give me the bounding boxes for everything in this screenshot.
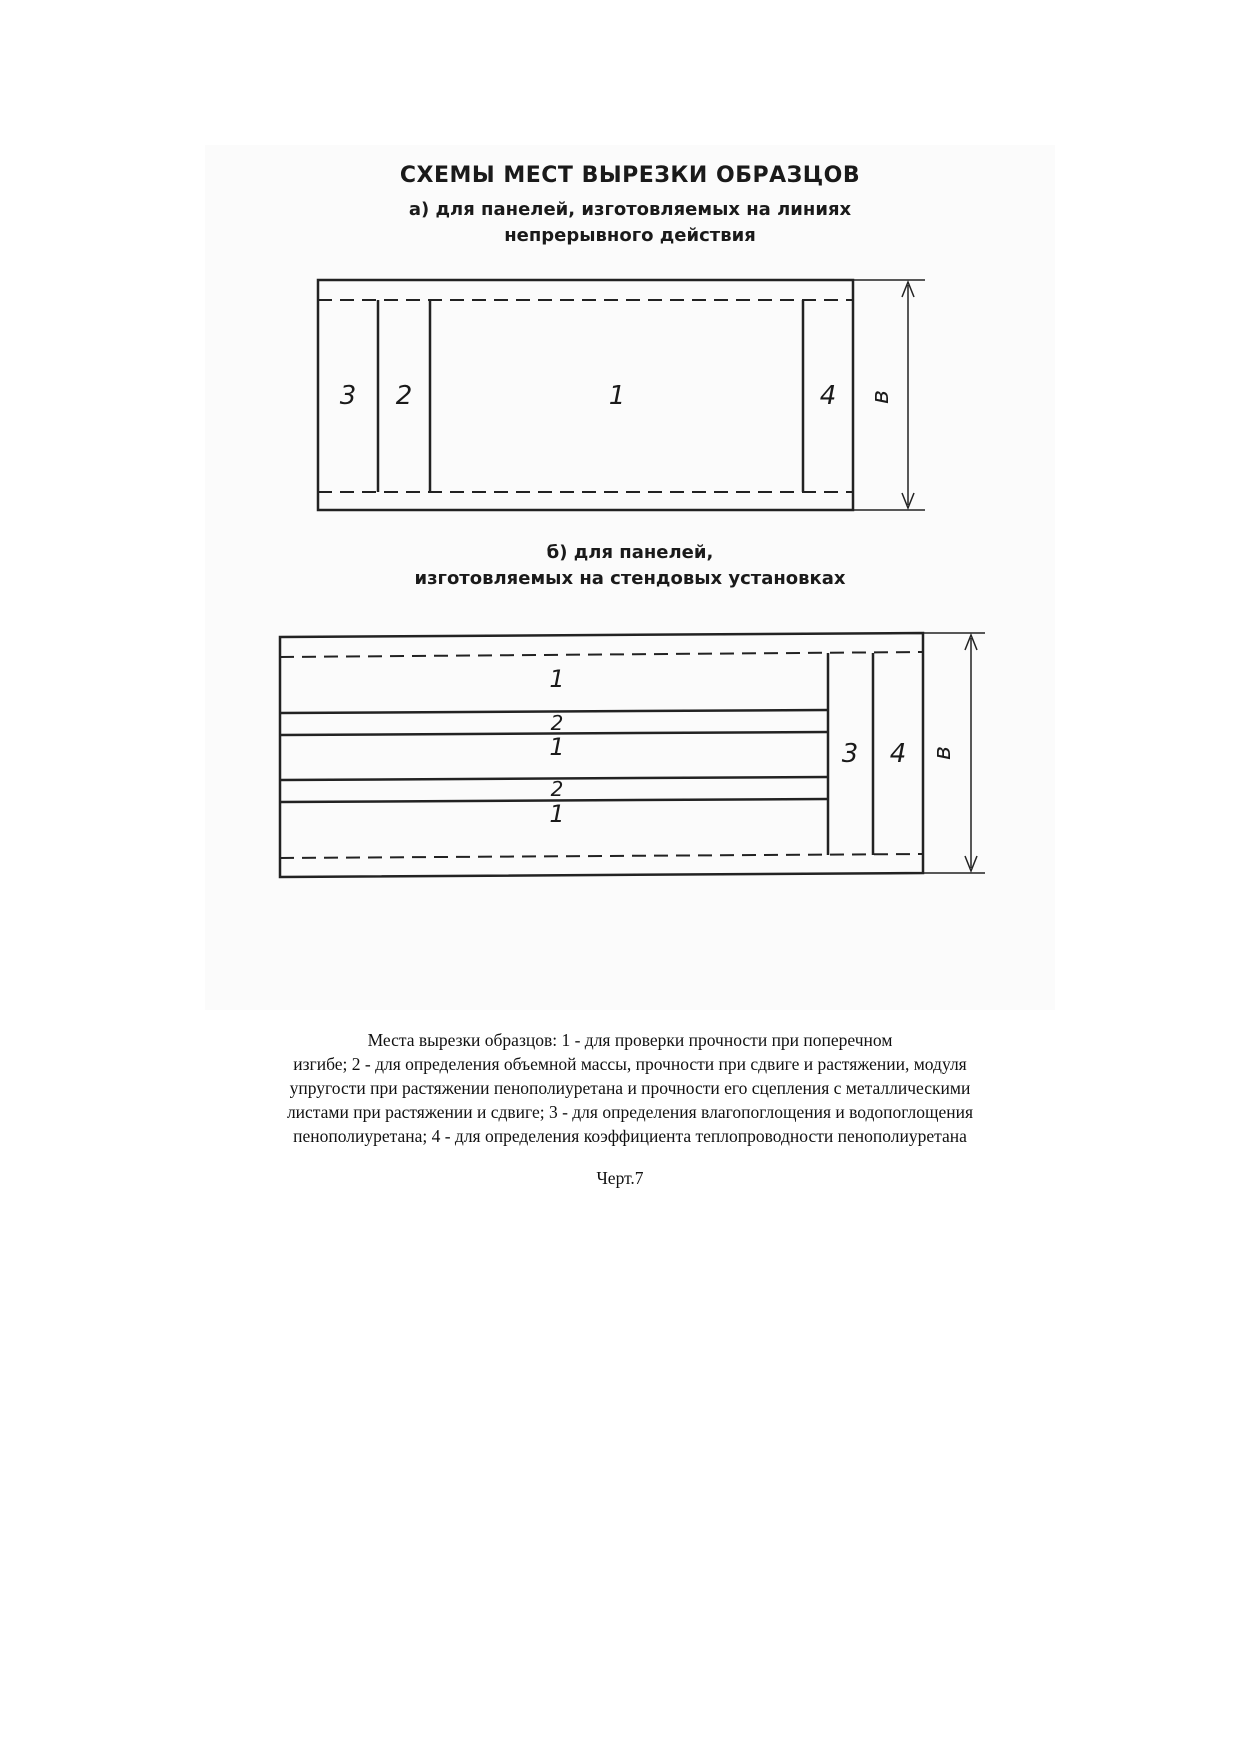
scheme-b-zone-label: 3 bbox=[841, 739, 859, 769]
caption-line: упругости при растяжении пенополиуретана и прочности его сцепления с металлическими bbox=[289, 1078, 971, 1098]
scheme-b-strip-label: 1 bbox=[549, 800, 565, 828]
scheme-b-strip-label: 1 bbox=[549, 665, 565, 693]
scheme-a-caption-line1: а) для панелей, изготовляемых на линиях bbox=[408, 199, 852, 220]
scheme-a-zone-label: 1 bbox=[608, 381, 626, 411]
chart-number: Черт.7 bbox=[596, 1168, 644, 1188]
scheme-b-caption-line1: б) для панелей, bbox=[546, 542, 714, 563]
scheme-a-dimension-label: в bbox=[866, 389, 894, 405]
scheme-b-strip-label: 2 bbox=[550, 777, 564, 801]
figure-caption bbox=[200, 1028, 1060, 1148]
scheme-b-dimension-label: в bbox=[928, 745, 956, 761]
scheme-drawing bbox=[205, 145, 1055, 1010]
scheme-b-top-dashed-edge bbox=[280, 652, 923, 657]
scheme-b-panel-outline bbox=[280, 633, 923, 877]
scheme-b-zone-label: 4 bbox=[889, 739, 907, 769]
scheme-a-zone-label: 4 bbox=[819, 381, 837, 411]
scheme-b-caption-line2: изготовляемых на стендовых установках bbox=[414, 568, 846, 589]
scheme-b-strip-label: 1 bbox=[549, 733, 565, 761]
scheme-a-zone-label: 2 bbox=[395, 381, 413, 411]
scheme-a-zone-label: 3 bbox=[339, 381, 357, 411]
caption-line: пенополиуретана; 4 - для определения коэффициента теплопроводности пенополиуретана bbox=[293, 1126, 967, 1146]
caption-line: листами при растяжении и сдвиге; 3 - для определения влагопоглощения и водопоглощения bbox=[286, 1102, 974, 1122]
caption-line: изгибе; 2 - для определения объемной массы, прочности при сдвиге и растяжении, модуля bbox=[293, 1054, 967, 1074]
caption-line: Места вырезки образцов: 1 - для проверки прочности при поперечном bbox=[367, 1030, 893, 1050]
scheme-b-bottom-dashed-edge bbox=[280, 854, 923, 858]
scheme-a-caption-line2: непрерывного действия bbox=[504, 225, 756, 246]
scheme-b-strip-label: 2 bbox=[550, 711, 564, 735]
figure-title: СХЕМЫ МЕСТ ВЫРЕЗКИ ОБРАЗЦОВ bbox=[399, 163, 861, 188]
figure-scheme bbox=[205, 145, 1055, 1010]
